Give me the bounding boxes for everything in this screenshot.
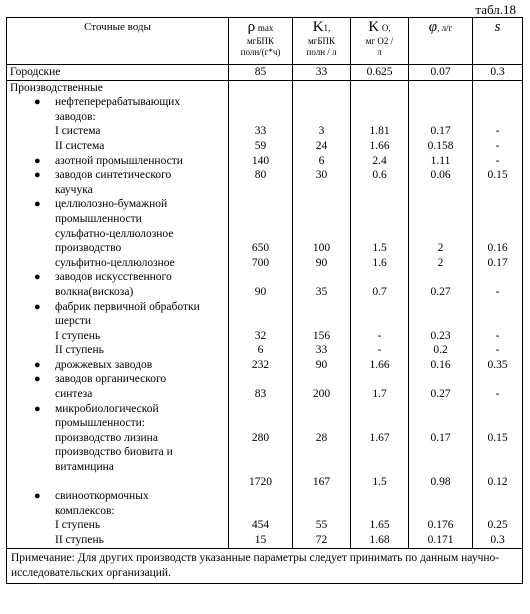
cell-s: 0.17 — [473, 256, 523, 271]
cell-s: - — [473, 285, 523, 300]
row-name — [7, 300, 229, 315]
header-row — [7, 18, 523, 65]
bullet-icon: ● — [34, 373, 41, 386]
table-row — [7, 329, 523, 344]
row-name — [7, 431, 229, 446]
cell-s: - — [473, 387, 523, 402]
row-name-text: свинооткормочных — [55, 490, 149, 503]
table-row — [7, 504, 523, 519]
cell-s — [473, 197, 523, 212]
cell-k1 — [293, 300, 351, 315]
bullet-icon: ● — [34, 154, 41, 167]
cell-rho-max — [229, 416, 293, 431]
row-name-text: Производственные — [10, 81, 103, 94]
row-name — [7, 358, 229, 373]
cell-rho-max — [229, 270, 293, 285]
cell-s: - — [473, 343, 523, 358]
cell-s — [473, 270, 523, 285]
cell-rho-max: 232 — [229, 358, 293, 373]
cell-ko — [351, 489, 409, 504]
cell-ko: - — [351, 329, 409, 344]
table-row — [7, 285, 523, 300]
row-name-text: фабрик первичной обработки — [55, 300, 200, 313]
cell-s — [473, 183, 523, 198]
cell-rho-max: 6 — [229, 343, 293, 358]
row-name — [7, 460, 229, 475]
cell-phi — [409, 402, 473, 417]
cell-ko — [351, 300, 409, 315]
cell-s — [473, 95, 523, 110]
row-name-text: комплексов: — [55, 504, 115, 517]
table-row — [7, 241, 523, 256]
row-name-text: II ступень — [55, 344, 104, 357]
cell-s: 0.15 — [473, 168, 523, 183]
cell-ko: 1.7 — [351, 387, 409, 402]
table-row — [7, 460, 523, 475]
cell-rho-max — [229, 460, 293, 475]
note-row — [7, 548, 523, 583]
cell-phi: 0.17 — [409, 124, 473, 139]
table-row — [7, 489, 523, 504]
cell-k1: 28 — [293, 431, 351, 446]
cell-ko: 1.81 — [351, 124, 409, 139]
cell-ko: 1.66 — [351, 139, 409, 154]
cell-ko — [351, 270, 409, 285]
header-wastewater: Сточные воды — [7, 18, 229, 65]
cell-k1: 33 — [293, 65, 351, 81]
cell-rho-max — [229, 80, 293, 95]
cell-ko — [351, 460, 409, 475]
cell-phi — [409, 183, 473, 198]
cell-s — [473, 402, 523, 417]
bullet-icon: ● — [34, 198, 41, 211]
row-name-text: волкна(вискоза) — [55, 285, 134, 298]
header-ko: K O, мг O2 / л — [351, 18, 409, 65]
cell-s: - — [473, 154, 523, 169]
cell-k1 — [293, 80, 351, 95]
cell-k1: 6 — [293, 154, 351, 169]
table-row — [7, 139, 523, 154]
row-name — [7, 227, 229, 242]
row-name-text: синтеза — [55, 388, 93, 401]
cell-s — [473, 80, 523, 95]
table-row — [7, 197, 523, 212]
cell-s — [473, 372, 523, 387]
cell-ko — [351, 80, 409, 95]
row-name — [7, 372, 229, 387]
cell-rho-max — [229, 402, 293, 417]
table-row — [7, 358, 523, 373]
cell-ko — [351, 95, 409, 110]
table-label: табл.18 — [475, 2, 516, 17]
table-row — [7, 124, 523, 139]
cell-ko — [351, 402, 409, 417]
cell-k1 — [293, 504, 351, 519]
row-name — [7, 504, 229, 519]
cell-ko: 1.5 — [351, 241, 409, 256]
row-name-text: шерсти — [55, 315, 91, 328]
row-name — [7, 154, 229, 169]
cell-ko: 1.5 — [351, 475, 409, 490]
row-name-text: сульфитно-целлюлозное — [55, 256, 175, 269]
row-name — [7, 343, 229, 358]
cell-rho-max: 90 — [229, 285, 293, 300]
row-name-text: целлюлозно-бумажной — [55, 198, 168, 211]
header-rho-max: ρ max мгБПК полн/(г*ч) — [229, 18, 293, 65]
header-k1: K1, мгБПК полн / л — [293, 18, 351, 65]
cell-rho-max: 650 — [229, 241, 293, 256]
cell-rho-max: 280 — [229, 431, 293, 446]
cell-rho-max: 80 — [229, 168, 293, 183]
row-name — [7, 168, 229, 183]
cell-s: 0.16 — [473, 241, 523, 256]
table-note: Примечание: Для других производств указанные параметры следует принимать по данным научно-исследовательских организаций. — [7, 548, 523, 583]
row-name — [7, 285, 229, 300]
table-row — [7, 227, 523, 242]
cell-s: - — [473, 329, 523, 344]
cell-phi: 0.176 — [409, 518, 473, 533]
row-name — [7, 95, 229, 110]
cell-phi — [409, 227, 473, 242]
cell-s: 0.15 — [473, 431, 523, 446]
cell-s — [473, 416, 523, 431]
row-name-text: заводов органического — [55, 373, 167, 386]
row-name-text: II ступень — [55, 534, 104, 546]
cell-phi: 0.17 — [409, 431, 473, 446]
row-name — [7, 197, 229, 212]
table-row — [7, 416, 523, 431]
cell-k1 — [293, 402, 351, 417]
cell-rho-max: 15 — [229, 533, 293, 548]
row-name-text: каучука — [55, 183, 93, 196]
table-row — [7, 387, 523, 402]
cell-k1: 3 — [293, 124, 351, 139]
cell-phi: 0.27 — [409, 285, 473, 300]
cell-phi — [409, 212, 473, 227]
row-name — [7, 475, 229, 490]
row-name — [7, 256, 229, 271]
cell-phi: 0.16 — [409, 358, 473, 373]
cell-k1 — [293, 460, 351, 475]
cell-rho-max: 85 — [229, 65, 293, 81]
cell-s: 0.35 — [473, 358, 523, 373]
cell-phi: 2 — [409, 256, 473, 271]
cell-rho-max — [229, 110, 293, 125]
cell-s — [473, 227, 523, 242]
cell-phi — [409, 110, 473, 125]
row-name-text: I ступень — [55, 519, 101, 532]
row-name-text: I система — [55, 125, 101, 138]
table-row — [7, 183, 523, 198]
cell-ko — [351, 445, 409, 460]
cell-ko — [351, 183, 409, 198]
cell-rho-max — [229, 95, 293, 110]
cell-phi: 0.98 — [409, 475, 473, 490]
cell-phi — [409, 504, 473, 519]
bullet-icon: ● — [34, 358, 41, 371]
cell-k1 — [293, 95, 351, 110]
cell-phi — [409, 314, 473, 329]
cell-rho-max — [229, 183, 293, 198]
cell-phi — [409, 95, 473, 110]
table-row — [7, 270, 523, 285]
cell-rho-max: 59 — [229, 139, 293, 154]
cell-s: - — [473, 124, 523, 139]
cell-s — [473, 504, 523, 519]
cell-k1: 90 — [293, 358, 351, 373]
cell-rho-max — [229, 489, 293, 504]
row-name-text: дрожжевых заводов — [55, 358, 153, 371]
cell-s — [473, 314, 523, 329]
cell-ko: 0.625 — [351, 65, 409, 81]
table-row — [7, 372, 523, 387]
bullet-icon: ● — [34, 490, 41, 503]
cell-k1: 72 — [293, 533, 351, 548]
table-row — [7, 343, 523, 358]
cell-s — [473, 445, 523, 460]
cell-phi: 0.158 — [409, 139, 473, 154]
cell-rho-max — [229, 314, 293, 329]
cell-phi: 0.06 — [409, 168, 473, 183]
bullet-icon: ● — [34, 300, 41, 313]
cell-k1 — [293, 489, 351, 504]
cell-phi — [409, 445, 473, 460]
table-row — [7, 110, 523, 125]
cell-ko — [351, 504, 409, 519]
table-row-city — [7, 65, 523, 81]
row-name-text: промышленности — [55, 212, 142, 225]
row-name: Городские — [7, 65, 229, 81]
row-name-text: заводов искусственного — [55, 271, 172, 284]
cell-s — [473, 300, 523, 315]
cell-phi — [409, 416, 473, 431]
row-name — [7, 270, 229, 285]
table-row — [7, 95, 523, 110]
cell-rho-max — [229, 300, 293, 315]
cell-k1: 90 — [293, 256, 351, 271]
cell-s — [473, 110, 523, 125]
cell-ko: 1.65 — [351, 518, 409, 533]
cell-ko: 2.4 — [351, 154, 409, 169]
cell-rho-max: 33 — [229, 124, 293, 139]
row-name-text: азотной промышленности — [55, 154, 183, 167]
cell-phi — [409, 460, 473, 475]
cell-k1 — [293, 212, 351, 227]
cell-ko — [351, 110, 409, 125]
table-row — [7, 154, 523, 169]
cell-k1 — [293, 372, 351, 387]
cell-rho-max — [229, 197, 293, 212]
cell-k1 — [293, 110, 351, 125]
cell-k1 — [293, 270, 351, 285]
cell-k1: 167 — [293, 475, 351, 490]
row-name-text: витамицина — [55, 461, 114, 474]
table-row — [7, 314, 523, 329]
cell-ko — [351, 416, 409, 431]
row-name — [7, 402, 229, 417]
cell-phi: 0.171 — [409, 533, 473, 548]
row-name — [7, 489, 229, 504]
bullet-icon: ● — [34, 96, 41, 109]
cell-ko: 0.7 — [351, 285, 409, 300]
cell-k1: 35 — [293, 285, 351, 300]
cell-s: 0.3 — [473, 65, 523, 81]
cell-k1: 24 — [293, 139, 351, 154]
cell-ko — [351, 314, 409, 329]
cell-rho-max: 700 — [229, 256, 293, 271]
cell-rho-max — [229, 504, 293, 519]
row-name-text: сульфатно-целлюлозное — [55, 227, 174, 240]
bullet-icon: ● — [34, 402, 41, 415]
cell-k1: 33 — [293, 343, 351, 358]
cell-ko: 1.68 — [351, 533, 409, 548]
cell-k1 — [293, 227, 351, 242]
cell-k1 — [293, 314, 351, 329]
cell-phi: 0.07 — [409, 65, 473, 81]
cell-phi — [409, 489, 473, 504]
table-row — [7, 168, 523, 183]
cell-s — [473, 489, 523, 504]
row-name-text: производство — [55, 242, 122, 255]
row-name-text: производство биовита и — [55, 446, 173, 459]
cell-k1: 30 — [293, 168, 351, 183]
cell-phi — [409, 372, 473, 387]
row-name-text: производство лизина — [55, 431, 158, 444]
cell-ko — [351, 372, 409, 387]
row-name — [7, 329, 229, 344]
cell-rho-max: 32 — [229, 329, 293, 344]
row-name — [7, 445, 229, 460]
table-row — [7, 402, 523, 417]
cell-ko: 1.66 — [351, 358, 409, 373]
cell-ko: 1.67 — [351, 431, 409, 446]
cell-phi: 1.11 — [409, 154, 473, 169]
row-name — [7, 518, 229, 533]
cell-phi — [409, 300, 473, 315]
table-row — [7, 300, 523, 315]
row-name — [7, 80, 229, 95]
row-name-text: промышленности: — [55, 417, 145, 430]
row-name — [7, 110, 229, 125]
header-s: s — [473, 18, 523, 65]
cell-rho-max — [229, 445, 293, 460]
cell-phi: 0.27 — [409, 387, 473, 402]
cell-rho-max: 1720 — [229, 475, 293, 490]
row-name-text: I ступень — [55, 329, 101, 342]
cell-phi — [409, 270, 473, 285]
cell-k1: 200 — [293, 387, 351, 402]
table-row — [7, 256, 523, 271]
row-name — [7, 416, 229, 431]
cell-ko — [351, 197, 409, 212]
row-name — [7, 212, 229, 227]
wastewater-parameters-table — [6, 17, 523, 584]
row-name-text: II система — [55, 139, 105, 152]
cell-k1: 100 — [293, 241, 351, 256]
table-row — [7, 475, 523, 490]
cell-s — [473, 460, 523, 475]
cell-k1 — [293, 445, 351, 460]
row-name — [7, 314, 229, 329]
bullet-icon: ● — [34, 271, 41, 284]
cell-s: - — [473, 139, 523, 154]
cell-s: 0.3 — [473, 533, 523, 548]
cell-ko: 1.6 — [351, 256, 409, 271]
row-name — [7, 183, 229, 198]
cell-rho-max — [229, 372, 293, 387]
cell-k1 — [293, 416, 351, 431]
row-name — [7, 124, 229, 139]
cell-rho-max: 454 — [229, 518, 293, 533]
row-name — [7, 139, 229, 154]
row-name — [7, 387, 229, 402]
cell-ko: 0.6 — [351, 168, 409, 183]
cell-rho-max — [229, 227, 293, 242]
cell-phi — [409, 197, 473, 212]
cell-ko: - — [351, 343, 409, 358]
header-phi: φ, л/г — [409, 18, 473, 65]
cell-k1: 55 — [293, 518, 351, 533]
table-row — [7, 533, 523, 548]
row-name — [7, 241, 229, 256]
cell-phi — [409, 80, 473, 95]
cell-phi: 0.23 — [409, 329, 473, 344]
cell-phi: 2 — [409, 241, 473, 256]
row-name-text: заводов: — [55, 110, 96, 123]
cell-s: 0.25 — [473, 518, 523, 533]
row-name-text: микробиологической — [55, 402, 159, 415]
table-row — [7, 518, 523, 533]
cell-rho-max: 140 — [229, 154, 293, 169]
cell-k1: 156 — [293, 329, 351, 344]
row-name-text: нефтеперерабатывающих — [55, 96, 181, 109]
cell-rho-max: 83 — [229, 387, 293, 402]
bullet-icon: ● — [34, 169, 41, 182]
cell-s — [473, 212, 523, 227]
cell-rho-max — [229, 212, 293, 227]
row-name-text: заводов синтетического — [55, 169, 172, 182]
cell-ko — [351, 212, 409, 227]
table-row — [7, 431, 523, 446]
table-row — [7, 212, 523, 227]
table-row — [7, 445, 523, 460]
cell-k1 — [293, 197, 351, 212]
row-name — [7, 533, 229, 548]
cell-k1 — [293, 183, 351, 198]
table-row — [7, 80, 523, 95]
cell-ko — [351, 227, 409, 242]
cell-s: 0.12 — [473, 475, 523, 490]
cell-phi: 0.2 — [409, 343, 473, 358]
